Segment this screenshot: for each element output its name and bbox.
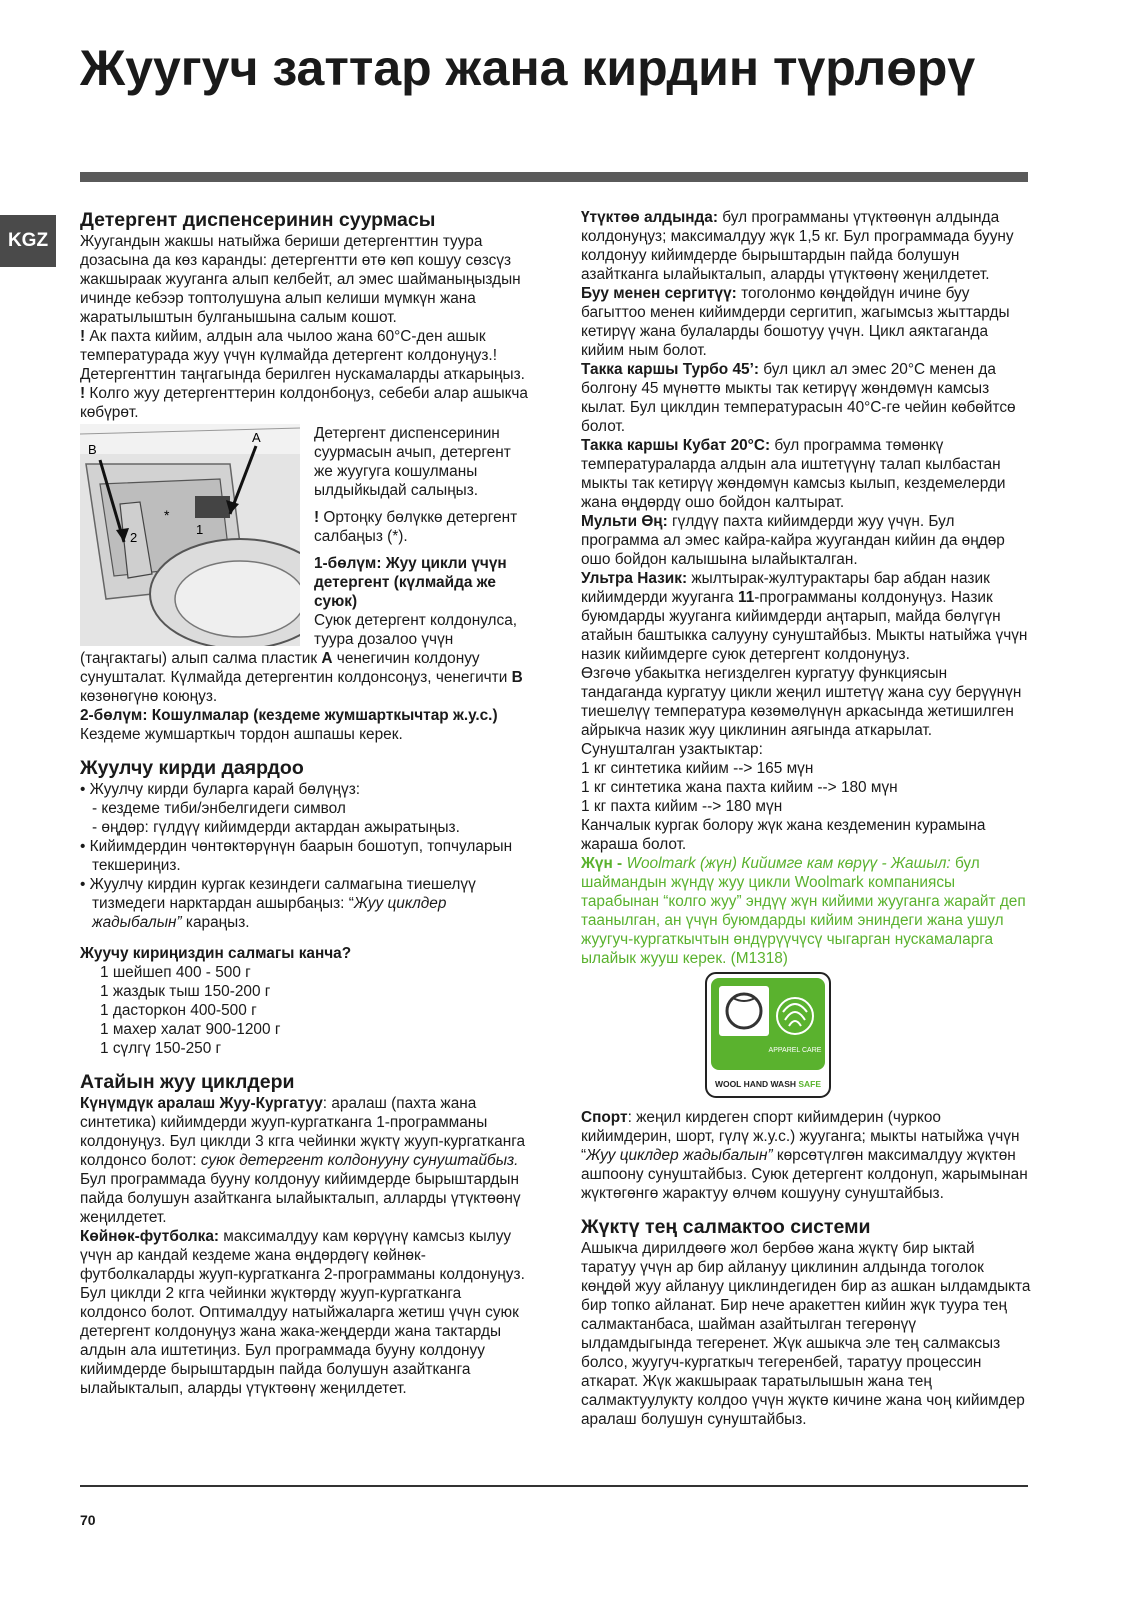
- daily-mixed-text: Күнүмдүк аралаш Жуу-Кургатуу: аралаш (пахта жана синтетика) кийимдерди жууп-кургатканга 1-программаны колдонуңуз. Бул циклди 3 кгга чейинки жүктү жууп-кургатканга колдонсо болот: суюк детергент колдонууну сунуштайбыз.: [80, 1095, 526, 1169]
- list-item: 1 дасторкон 400-500 г: [100, 1002, 257, 1019]
- dispenser-open-text: Детергент диспенсеринин суурмасын ачып, детергент же жуугуга кошулманы ылдыйкыдай салыңыз.: [314, 425, 511, 499]
- label-middle-star: *: [164, 507, 170, 523]
- language-tab: KGZ: [0, 215, 56, 267]
- durations-title: Сунушталган узактыктар:: [581, 741, 763, 758]
- ultra-dry-text: Өзгөчө убакытка негизделген кургатуу функциясын тандаганда кургатуу цикли жеңил иштетүү жана суу берүүнүн тиешелүү температура көзөмөлүнүн аркасында жетишилген айрыкча назик жуу циклинин аягында аткарылат.: [581, 665, 1022, 739]
- list-subitem: - кездеме тиби/энбелгидеги символ: [92, 800, 346, 817]
- list-item: 1 жаздык тыш 150-200 г: [100, 983, 271, 1000]
- woolmark-logo: [705, 972, 831, 1098]
- dispenser-heading: Детергент диспенсеринин суурмасы: [80, 209, 436, 231]
- list-item: 1 махер халат 900-1200 г: [100, 1021, 281, 1038]
- warning-middle: ! Ортоңку бөлүккө детергент салбаңыз (*).: [314, 509, 518, 545]
- dispenser-figure: [80, 424, 300, 646]
- special-cycles-heading: Атайын жуу циклдери: [80, 1071, 295, 1093]
- page-number: 70: [80, 1512, 96, 1528]
- warning-icon: !: [314, 509, 320, 526]
- right-column: [581, 208, 1031, 1429]
- prep-list: [80, 780, 530, 932]
- list-item: • Жуулчу кирдин кургак кезиндеги салмагына тиешелүү тизмедеги нарктардан ашырбаңыз: “Жуу циклдер жадыбалын” караңыз.: [80, 876, 476, 931]
- daily-mixed-steam-text: Бул программада бууну колдонуу кийимдерде бырыштардын пайда болушун азайтканга ылайыкталып, алларды үтүктөөнү жеңилдетет.: [80, 1171, 521, 1226]
- label-compartment-2: 2: [130, 530, 138, 545]
- dryness-note: Канчалык кургак болору жүк жана кездеменин курамына жараша болот.: [581, 817, 986, 853]
- label-compartment-1: 1: [196, 522, 204, 537]
- footer-divider: [80, 1485, 1028, 1487]
- list-item: 1 кг синтетика жана пахта кийим --> 180 мүн: [581, 779, 898, 796]
- list-item: 1 кг пахта кийим --> 180 мүн: [581, 798, 783, 815]
- weights-title: Жуучу кириңиздин салмагы канча?: [80, 945, 352, 962]
- dispenser-block: [80, 424, 530, 706]
- list-item: • Жуулчу кирди буларга карай бөлүңүз: - кездеме тиби/энбелгидеги символ - өңдөр: гүлдүү кийимдерди актардан ажыратыңыз.: [80, 780, 530, 837]
- sport-text: Спорт: жеңил кирдеген спорт кийимдерин (чуркоо кийимдерин, шорт, гүлү ж.у.с.) жууганга; мыкты натыйжа үчүн “Жуу циклдер жадыбалын” көрсөтүлгөн максималдуу жүктөн ашпоону сунуштайбыз. Суюк детергент колдонуп, жарымынан жүктөгөнгө жарактуу өлчөм кошууну сунуштайбыз.: [581, 1109, 1028, 1202]
- warning-powder: ! Ак пахта кийим, алдын ала чылоо жана 60°C-ден ашык температурада жуу үчүн күлмайда детергент колдонуңуз.! Детергенттин таңгагында берилген нускамаларды аткарыңыз.: [80, 328, 525, 383]
- list-subitem: - өңдөр: гүлдүү кийимдерди актардан ажыратыңыз.: [92, 819, 460, 836]
- multicolor-text: Мульти Өң: гүлдүү пахта кийимдерди жуу үчүн. Бул программа ал эмес кайра-кайра жуугандан кийин да өңдөр ошо бойдон калышына ылайыкталган.: [581, 513, 1005, 568]
- cube-text: Такка каршы Кубат 20°C: бул программа төмөнкү температураларда алдын ала иштетүүнү талап кылбастан мыкты так кетирүү жөндөмүн камсыз кылып, кездемелерди жана өңдөрдү ошо бойдон калтырат.: [581, 437, 1006, 511]
- balance-text: Ашыкча дирилдөөгө жол бербөө жана жүктү бир ыктай таратуу үчүн ар бир айлануу циклинин алдында тоголок көңдөй жуу айлануу циклиндегиден бир аз ашкан ылдамдыкта бир топко айланат. Бир нече аракеттен кийин жүк туура тең салмактанбаса, шайман азайтылган тегерөнүү ылдамдыгында тегеренет. Жүк ашыкча эле тең салмаксыз болсо, жуугуч-кургаткыч тегеренбей, таратуу процессин аткарат. Жүк жакшыраак таратылышын жана тең салмактуулукту колдоо үчүн жүктө кичине жана чоң кийимдер аралаш болушун сунуштайбыз.: [581, 1240, 1031, 1428]
- turbo-text: Такка каршы Турбо 45’: бул цикл ал эмес 20°C менен да болгону 45 мүнөттө мыкты так кетирүү жөндөмүн камсыз кылат. Бул циклдин температурасын 40°C-ге чейин көбөйтсө болот.: [581, 361, 1016, 435]
- compartment-2-title: 2-бөлүм: Кошулмалар (кездеме жумшарткычтар ж.у.с.): [80, 707, 498, 724]
- warning-icon: !: [80, 328, 86, 345]
- iron-text: Үтүктөө алдында: бул программаны үтүктөөнүн алдында колдонуңуз; максималдуу жүк 1,5 кг. Бул программада бууну колдонуу кийимдерде бырыштардын пайда болушун азайтканга ылайыкталып, аларды үтүктөөнү жеңилдетет.: [581, 209, 1014, 283]
- refresh-text: Буу менен сергитүү: тоголонмо көңдөйдүн ичине буу багыттоо менен кийимдерди сергитип, жагымсыз жыттарды кетирүү жана булаларды бошотуу үчүн. Цикл аяктаганда кийим ным болот.: [581, 285, 1010, 359]
- balance-heading: Жүктү тең салмактоо системи: [581, 1216, 871, 1238]
- prep-heading: Жуулчу кирди даярдоо: [80, 757, 304, 779]
- list-item: • Кийимдердин чөнтөктөрүнүн баарын бошотуп, топчуларын текшериңиз.: [80, 838, 513, 874]
- label-a: A: [252, 430, 261, 445]
- shirts-text: Көйнөк-футболка: максималдуу кам көрүүнү камсыз кылуу үчүн ар кандай кездеме жана өңдөрдөгү көйнөк-футболкаларды жууп-кургатканга 2-программаны колдонуңуз. Бул циклди 2 кгга чейинки жүктөрдү жууп-кургатканга колдонсо болот. Оптималдуу натыйжаларга жетиш үчүн суюк детергент колдонуңуз жана жака-жеңдерди жана тактарды алдын ала иштетиңиз. Бул программада бууну колдонуу кийимдерде бырыштардын пайда болушун азайтканга ылайыкталып, аларды үтүктөөнү жеңилдетет.: [80, 1228, 525, 1397]
- compartment-1-text: Суюк детергент колдонулса, туура дозалоо үчүн (таңгактагы) алып салма пластик A ченегичин колдонуу сунушталат. Күлмайда детергентин колдонсоңуз, ченегичти B көзөнөгүнө коюңуз.: [80, 612, 523, 705]
- durations-list: [581, 759, 1031, 816]
- woolmark-icon: [705, 972, 831, 1098]
- dispenser-intro: Жуугандын жакшы натыйжа бериши детергенттин туура дозасына да көз каранды: детергентти өтө көп кошуу сөзсүз жакшыраак жууганга алып келбейт, ал эмес шайманыңыздын ичинде кебээр топтолушуна алып келиши мүмкүн жана жаратылыштын булганышына салым кошот.: [80, 233, 521, 326]
- list-item: 1 шейшеп 400 - 500 г: [100, 964, 251, 981]
- compartment-2-text: Кездеме жумшарткыч тордон ашпашы керек.: [80, 726, 403, 743]
- dispenser-drawing: [80, 424, 300, 646]
- label-b: B: [88, 442, 97, 457]
- list-item: 1 сүлгү 150-250 г: [100, 1040, 222, 1057]
- apparel-care-label: APPAREL CARE: [768, 1047, 822, 1054]
- compartment-1-title: 1-бөлүм: Жуу цикли үчүн детергент (күлмайда же суюк): [314, 555, 507, 610]
- page-title: Жуугуч заттар жана кирдин түрлөрү: [80, 40, 976, 96]
- warning-icon: !: [80, 385, 86, 402]
- wool-hand-wash-label: WOOL HAND WASH SAFE: [714, 1079, 822, 1089]
- wool-text: Жүн - Woolmark (жүн) Кийимге кам көрүү - Жашыл: бул шаймандын жүндү жуу цикли Woolmark компаниясы тарабынан “колго жуу” эндүү жүн кийими жууганга жарайт деп таанылган, ан үчүн буюмдарды кийим эниндеги жана ушул жуугуч-кургаткычтын өндүрүүчүсү чыгарган нускамаларга ылайык жууш керек. (M1318): [581, 855, 1026, 967]
- weights-list: [80, 963, 530, 1058]
- title-divider: [80, 172, 1028, 182]
- list-item: 1 кг синтетика кийим --> 165 мүн: [581, 760, 814, 777]
- left-column: [80, 208, 530, 1398]
- warning-handwash: ! Колго жуу детергенттерин колдонбоңуз, себеби алар ашыкча көбүрөт.: [80, 385, 528, 421]
- ultra-delicate-text: Ультра Назик: жылтырак-жултурактары бар абдан назик кийимдерди жууганга 11-программаны колдонуңуз. Назик буюмдарды жууганга кийимдерди аңтарып, майда бөлүгүн атайын баштыкка салууну сунуштайбыз. Мыкты натыйжа үчүн назик кийимдерге суюк детергент колдонуңуз.: [581, 570, 1028, 663]
